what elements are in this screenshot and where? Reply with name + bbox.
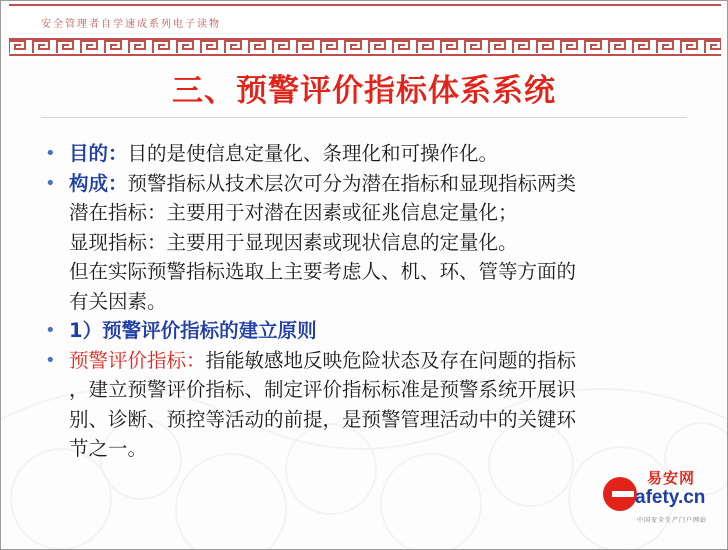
item-text: 但在实际预警指标选取上主要考虑人、机、环、管等方面的 [69, 260, 577, 283]
site-logo [597, 463, 715, 537]
list-item-composition [45, 169, 701, 317]
item-key: 预警评价指标： [69, 348, 206, 372]
item-text: 有关因素。 [69, 289, 167, 313]
list-item-principles [45, 316, 701, 346]
bullet-icon: • [45, 172, 56, 194]
item-text: 指能敏感地反映危险状态及存在问题的指标 [205, 348, 577, 372]
item-key: 目的： [69, 142, 128, 165]
content-list [45, 139, 701, 464]
item-key: 1）预警评价指标的建立原则 [69, 319, 317, 342]
bullet-icon: • [45, 143, 56, 164]
logo-e-icon [603, 477, 637, 511]
logo-subtitle: 中国安全生产门户网站 [637, 517, 708, 524]
logo-cn-text: 易安网 [647, 469, 696, 487]
meander-banner [9, 1, 721, 59]
item-key: 构成： [69, 171, 128, 195]
bullet-icon: • [45, 349, 56, 371]
item-text: 潜在指标：主要用于对潜在因素或征兆信息定量化； [69, 201, 518, 224]
item-text: ，建立预警评价指标、制定评价指标标准是预警系统开展识 [69, 378, 577, 401]
list-item-indicator [45, 346, 701, 464]
logo-en-text: afety.cn [635, 487, 706, 508]
bullet-icon: • [45, 320, 56, 341]
item-text: 别、诊断、预控等活动的前提，是预警管理活动中的关键环 [69, 407, 577, 431]
item-text: 节之一。 [69, 437, 148, 460]
title-divider [41, 117, 687, 118]
item-text: 目的是使信息定量化、条理化和可操作化。 [127, 142, 499, 165]
item-text: 显现指标：主要用于显现因素或现状信息的定量化。 [69, 230, 518, 254]
list-item-purpose [45, 139, 701, 169]
item-text: 预警指标从技术层次可分为潜在指标和显现指标两类 [127, 171, 577, 195]
page-title: 三、预警评价指标体系系统 [172, 73, 556, 109]
series-label: 安全管理者自学速成系列电子读物 [41, 19, 221, 30]
